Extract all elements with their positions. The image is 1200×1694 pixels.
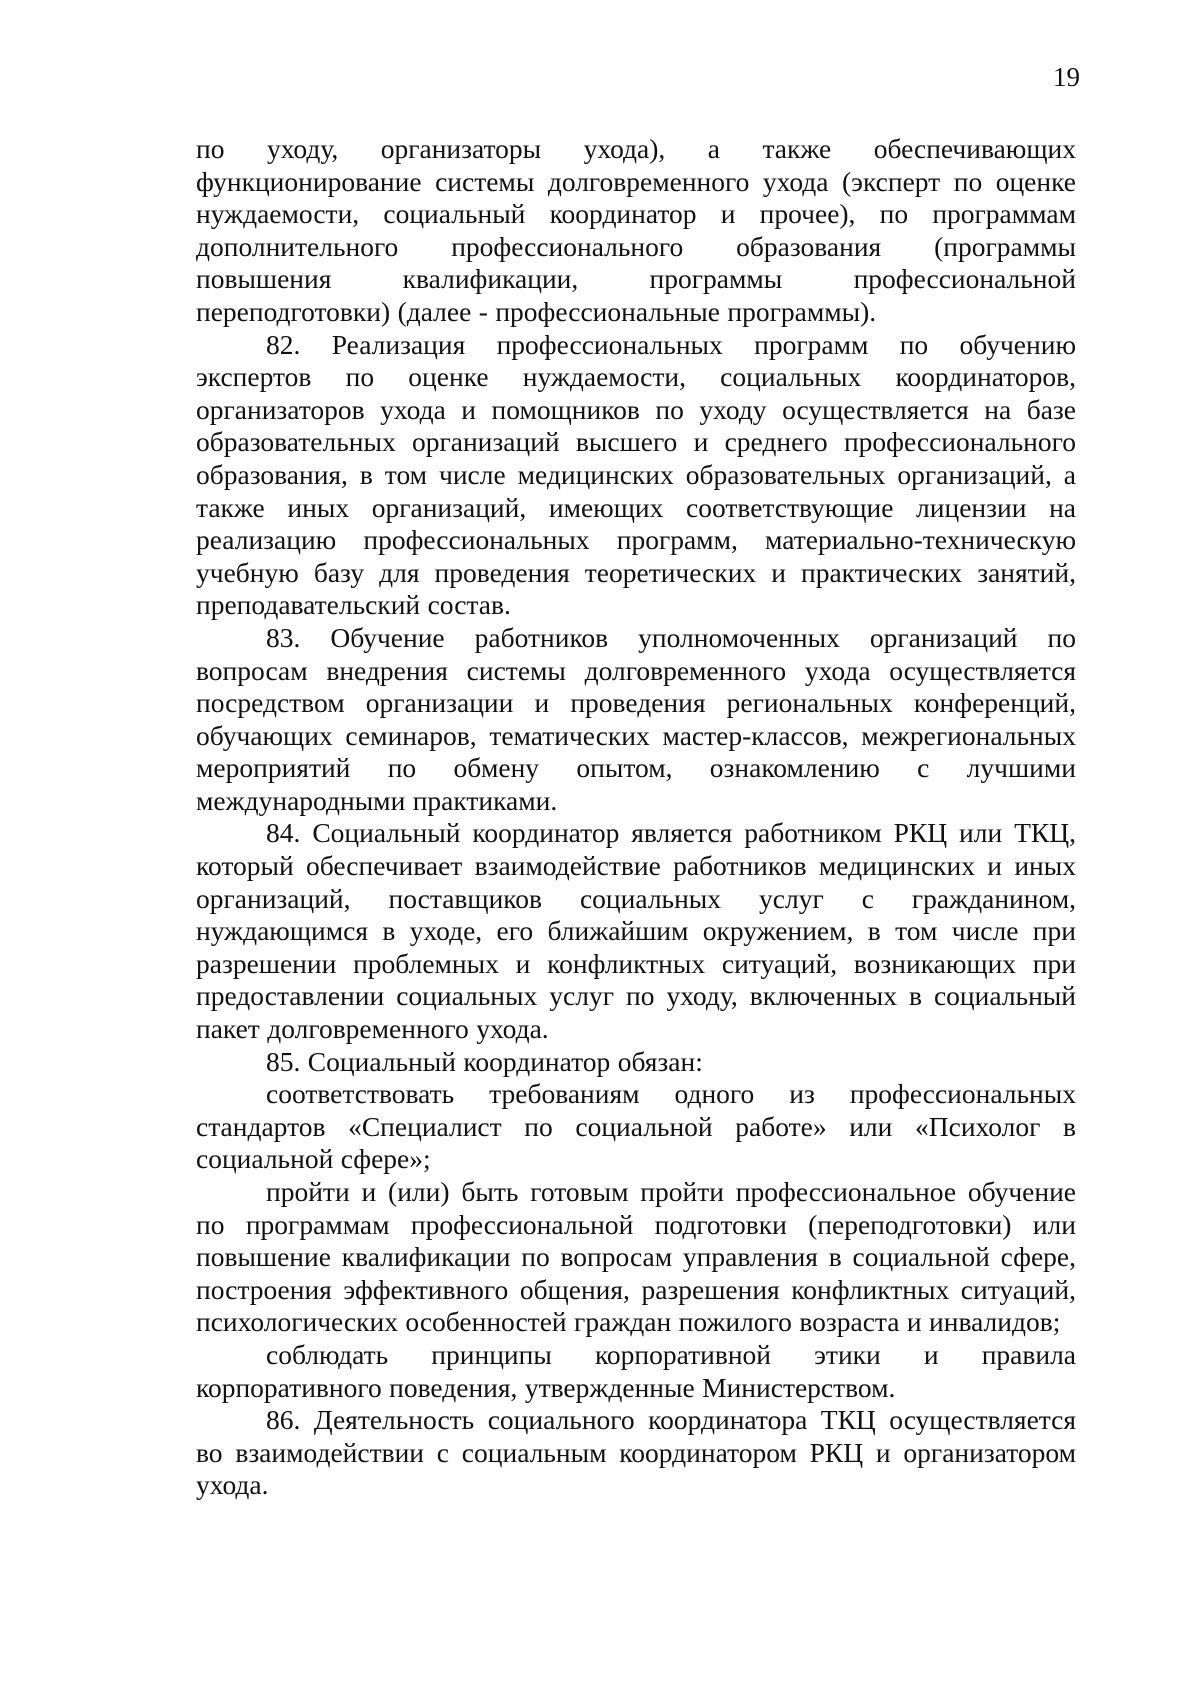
paragraph-83: 83. Обучение работников уполномоченных организаций по вопросам внедрения системы долговременного ухода осуществляется посредством организации и проведения региональных конференций, обучающих семинаров, тематических мастер-классов, межрегиональных мероприятий по обмену опытом, ознакомлению с лучшими международными практиками. [196, 621, 1076, 816]
paragraph-86: 86. Деятельность социального координатора ТКЦ осуществляется во взаимодействии с социальным координатором РКЦ и организатором ухода. [196, 1404, 1076, 1501]
paragraph-84: 84. Социальный координатор является работником РКЦ или ТКЦ, который обеспечивает взаимодействие работников медицинских и иных организаций, поставщиков социальных услуг с гражданином, нуждающимся в уходе, его ближайшим окружением, в том числе при разрешении проблемных и конфликтных ситуаций, возникающих при предоставлении социальных услуг по уходу, включенных в социальный пакет долговременного ухода. [196, 817, 1076, 1045]
paragraph-85-item-3: соблюдать принципы корпоративной этики и правила корпоративного поведения, утвержденные Министерством. [196, 1338, 1076, 1403]
paragraph-85: 85. Социальный координатор обязан: [266, 1045, 703, 1077]
paragraph-continuation: по уходу, организаторы ухода), а также обеспечивающих функционирование системы долговременного ухода (эксперт по оценке нуждаемости, социальный координатор и прочее), по программам дополнительного профессионального образования (программы повышения квалификации, программы профессиональной переподготовки) (далее - профессиональные программы). [196, 133, 1076, 327]
paragraph-82: 82. Реализация профессиональных программ по обучению экспертов по оценке нуждаемости, социальных координаторов, организаторов ухода и помощников по уходу осуществляется на базе образовательных организаций высшего и среднего профессионального образования, в том числе медицинских образовательных организаций, а также иных организаций, имеющих соответствующие лицензии на реализацию профессиональных программ, материально-техническую учебную базу для проведения теоретических и практических занятий, преподавательский состав. [196, 328, 1076, 621]
document-body [196, 133, 1076, 1502]
page-number: 19 [1053, 62, 1080, 92]
paragraph-85-item-1: соответствовать требованиям одного из профессиональных стандартов «Специалист по социальной работе» или «Психолог в социальной сфере»; [196, 1078, 1076, 1175]
paragraph-85-item-2: пройти и (или) быть готовым пройти профессиональное обучение по программам профессиональной подготовки (переподготовки) или повышение квалификации по вопросам управления в социальной сфере, построения эффективного общения, разрешения конфликтных ситуаций, психологических особенностей граждан пожилого возраста и инвалидов; [196, 1176, 1076, 1338]
